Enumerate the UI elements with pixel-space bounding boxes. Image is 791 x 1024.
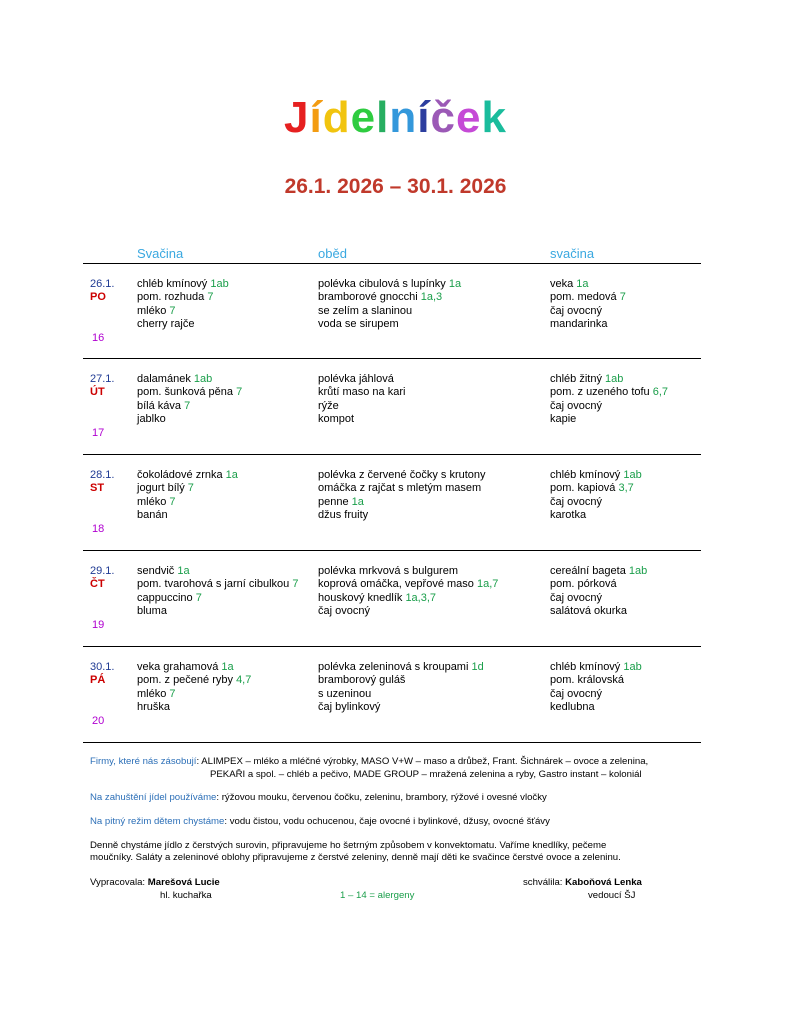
column-header-snack2: svačina (550, 246, 595, 261)
allergen-code: 7 (207, 291, 214, 304)
lunch-column (318, 565, 498, 619)
menu-item-text: chléb kmínový (137, 278, 211, 290)
menu-item-text: čaj ovocný (550, 591, 602, 604)
divider (83, 742, 701, 743)
menu-item (550, 496, 642, 509)
title-letter: J (284, 93, 310, 142)
menu-item-text: polévka mrkvová s bulgurem (318, 565, 459, 577)
menu-item (550, 305, 626, 318)
allergen-code: 4,7 (236, 674, 252, 687)
menu-item (550, 701, 642, 714)
menu-item-text: čaj ovocný (550, 687, 602, 700)
menu-item (137, 386, 242, 399)
menu-item (137, 291, 229, 304)
allergen-code: 1a,7 (476, 578, 499, 591)
approved-label: schválila: (523, 877, 566, 888)
snack-column (137, 373, 242, 427)
allergen-code: 1a,3,7 (405, 591, 437, 604)
day-date: 28.1. (90, 469, 115, 481)
menu-item-text: čokoládové zrnka (137, 469, 226, 481)
menu-item-text: bramborové gnocchi (318, 291, 421, 304)
menu-item (318, 305, 461, 318)
menu-item-text: bramborový guláš (318, 674, 406, 687)
menu-item (318, 496, 486, 509)
title-letter: í (309, 93, 323, 142)
allergen-code: 7 (169, 304, 176, 317)
snack-column (137, 661, 251, 715)
menu-item-text: pom. z pečené ryby (137, 674, 237, 687)
menu-item-text: karotka (550, 509, 587, 522)
allergen-code: 1ab (193, 373, 213, 385)
menu-item (550, 413, 668, 426)
title-letter: í (417, 93, 431, 142)
menu-item-text: pom. šunková pěna (137, 386, 237, 399)
lunch-column (318, 373, 405, 427)
menu-item-text: čaj ovocný (550, 495, 602, 508)
menu-item (137, 318, 229, 331)
menu-item-text: chléb kmínový (550, 469, 624, 481)
menu-item-text: jogurt bílý (137, 482, 188, 495)
menu-item (550, 592, 647, 605)
suppliers-line-2: PEKAŘI a spol. – chléb a pečivo, MADE GROUP – mražená zelenina a ryby, Gastro instant – koloniál (210, 769, 642, 780)
menu-item (550, 386, 668, 399)
thickening-label: Na zahuštění jídel používáme (90, 792, 217, 803)
day-count: 19 (92, 619, 105, 631)
menu-item-text: kapie (550, 413, 577, 426)
approved-by (523, 876, 642, 889)
menu-item-text: rýže (318, 399, 339, 412)
day-name: ST (90, 482, 105, 494)
menu-item-text: pom. z uzeného tofu (550, 386, 653, 399)
menu-item (318, 386, 405, 399)
lunch-column (318, 661, 484, 715)
note-line-2: moučníky. Saláty a zeleninové oblohy připravujeme z čerstvé zeleniny, denně mají děti ke svačince čerstvé ovoce a zeleninu. (90, 852, 621, 863)
menu-item (137, 305, 229, 318)
date-range: 26.1. 2026 – 30.1. 2026 (284, 175, 507, 198)
snack-column (550, 469, 642, 523)
menu-item (318, 291, 461, 304)
menu-item (550, 509, 642, 522)
menu-item-text: chléb žitný (550, 373, 606, 385)
menu-item (318, 469, 486, 482)
menu-item (550, 565, 647, 578)
menu-item (318, 605, 498, 618)
menu-item (550, 373, 668, 386)
menu-item-text: mléko (137, 304, 170, 317)
allergen-code: 7 (187, 482, 194, 495)
menu-item (137, 413, 242, 426)
day-date: 26.1. (90, 278, 115, 290)
menu-item-text: pom. královská (550, 674, 624, 687)
allergen-code: 1a (221, 661, 234, 673)
menu-item-text: sendvič (137, 565, 178, 577)
title-letter: e (455, 93, 482, 142)
day-count: 20 (92, 715, 105, 727)
menu-item (550, 578, 647, 591)
menu-item (137, 661, 251, 674)
snack-column (137, 278, 229, 332)
menu-item-text: pom. pórková (550, 578, 617, 591)
title-letter: e (350, 93, 377, 142)
menu-item (318, 482, 486, 495)
allergen-code: 1ab (605, 373, 624, 385)
menu-item-text: salátová okurka (550, 605, 628, 618)
prepared-label: Vypracovala: (90, 877, 148, 888)
drinks-text: : vodu čistou, vodu ochucenou, čaje ovocné i bylinkové, džusy, ovocné šťávy (224, 816, 550, 827)
allergen-code: 6,7 (652, 386, 669, 399)
menu-item (137, 469, 238, 482)
menu-item-text: pom. rozhuda (137, 291, 208, 304)
menu-item (318, 373, 405, 386)
menu-item-text: chléb kmínový (550, 661, 624, 673)
menu-item-text: mandarinka (550, 318, 608, 331)
menu-item (318, 661, 484, 674)
day-date: 29.1. (90, 565, 115, 577)
menu-item (137, 701, 251, 714)
menu-item-text: polévka z červené čočky s krutony (318, 469, 486, 481)
menu-item-text: s uzeninou (318, 687, 372, 700)
menu-item (550, 469, 642, 482)
menu-item-text: mléko (137, 495, 170, 508)
menu-item-text: bílá káva (137, 399, 185, 412)
menu-item-text: polévka zeleninová s kroupami (318, 661, 472, 673)
menu-item (550, 674, 642, 687)
menu-item-text: pom. kapiová (550, 482, 619, 495)
divider (83, 358, 701, 359)
menu-item-text: veka grahamová (137, 661, 222, 673)
day-date: 30.1. (90, 661, 115, 673)
allergen-code: 1ab (628, 565, 648, 577)
menu-item-text: cappuccino (137, 591, 196, 604)
menu-item (318, 701, 484, 714)
menu-item (137, 688, 251, 701)
title-letter: k (481, 93, 507, 142)
menu-item (137, 400, 242, 413)
allergen-code: 1a (225, 469, 238, 481)
day-name: PO (90, 291, 106, 303)
menu-item (318, 318, 461, 331)
menu-item-text: houskový knedlík (318, 591, 406, 604)
allergen-code: 7 (236, 386, 243, 399)
allergen-code: 7 (169, 495, 176, 508)
allergen-code: 7 (619, 291, 626, 304)
menu-item (550, 605, 647, 618)
menu-item (318, 688, 484, 701)
title-letter: n (389, 93, 418, 142)
menu-item (318, 278, 461, 291)
snack-column (550, 278, 626, 332)
menu-item-text: pom. tvarohová s jarní cibulkou (137, 578, 293, 591)
snack-column (550, 373, 668, 427)
menu-item (550, 278, 626, 291)
allergen-code: 1ab (623, 661, 642, 673)
menu-item-text: krůtí maso na kari (318, 386, 406, 399)
menu-item-text: kompot (318, 413, 355, 426)
lunch-column (318, 278, 461, 332)
menu-item-text: bluma (137, 605, 167, 618)
menu-item-text: banán (137, 509, 168, 522)
allergen-code: 1d (471, 661, 484, 673)
day-count: 18 (92, 523, 105, 535)
snack-column (550, 661, 642, 715)
menu-item (137, 482, 238, 495)
menu-item-text: penne (318, 495, 352, 508)
menu-item (318, 509, 486, 522)
approved-name: Kaboňová Lenka (565, 877, 642, 888)
column-header-lunch: oběd (318, 246, 347, 261)
snack-column (137, 469, 238, 523)
drinks-line (90, 815, 550, 828)
divider (83, 550, 701, 551)
suppliers-label: Firmy, které nás zásobují (90, 756, 197, 767)
menu-item (137, 674, 251, 687)
allergens-legend: 1 – 14 = alergeny (340, 890, 415, 901)
column-header-snack1: Svačina (137, 246, 184, 261)
allergen-code: 1a (448, 278, 462, 290)
menu-item-text: dalamánek (137, 373, 194, 385)
menu-item (550, 400, 668, 413)
menu-item (318, 400, 405, 413)
menu-item-text: se zelím a slaninou (318, 304, 413, 317)
allergen-code: 1ab (623, 469, 642, 481)
thickening-line (90, 791, 547, 804)
day-name: ÚT (90, 386, 105, 398)
menu-item (137, 496, 238, 509)
note-line-1: Denně chystáme jídlo z čerstvých surovin, připravujeme ho šetrným způsobem v konvektomatu. Vaříme knedlíky, pečeme (90, 840, 607, 851)
menu-item-text: polévka jáhlová (318, 373, 394, 385)
menu-item (318, 674, 484, 687)
page-title (0, 93, 791, 142)
drinks-label: Na pitný režim dětem chystáme (90, 816, 225, 827)
prepared-role: hl. kuchařka (160, 890, 212, 901)
menu-item-text: polévka cibulová s lupínky (318, 278, 449, 290)
menu-item (137, 592, 298, 605)
approved-role: vedoucí ŠJ (588, 890, 636, 901)
day-count: 17 (92, 427, 105, 439)
menu-item-text: cherry rajče (137, 318, 195, 331)
menu-item (137, 578, 298, 591)
menu-item (137, 565, 298, 578)
menu-item-text: koprová omáčka, vepřové maso (318, 578, 477, 591)
allergen-code: 1a,3 (420, 291, 443, 304)
menu-item-text: hruška (137, 701, 171, 714)
divider (83, 263, 701, 264)
lunch-column (318, 469, 486, 523)
allergen-code: 1a (177, 565, 190, 577)
menu-item (137, 278, 229, 291)
menu-item-text: mléko (137, 687, 170, 700)
title-letter: č (430, 93, 456, 142)
snack-column (137, 565, 298, 619)
day-count: 16 (92, 332, 105, 344)
menu-item (550, 688, 642, 701)
menu-item (137, 509, 238, 522)
menu-item-text: jablko (137, 413, 166, 426)
day-name: PÁ (90, 674, 106, 686)
menu-item-text: čaj ovocný (550, 304, 602, 317)
allergen-code: 1a (351, 495, 364, 508)
menu-item (550, 661, 642, 674)
title-letter: d (322, 93, 351, 142)
menu-item-text: kedlubna (550, 701, 595, 714)
divider (83, 454, 701, 455)
menu-item-text: veka (550, 278, 577, 290)
day-name: ČT (90, 578, 105, 590)
menu-item-text: čaj ovocný (550, 399, 602, 412)
allergen-code: 7 (169, 687, 176, 700)
menu-item (318, 413, 405, 426)
menu-item (318, 578, 498, 591)
thickening-text: : rýžovou mouku, červenou čočku, zeleninu, brambory, rýžové i ovesné vločky (216, 792, 547, 803)
day-date: 27.1. (90, 373, 115, 385)
menu-item (550, 291, 626, 304)
allergen-code: 7 (292, 578, 299, 591)
menu-item-text: čaj bylinkový (318, 701, 381, 714)
menu-item (318, 565, 498, 578)
menu-item-text: omáčka z rajčat s mletým masem (318, 482, 482, 495)
menu-item (550, 482, 642, 495)
menu-item-text: pom. medová (550, 291, 620, 304)
suppliers-text: : ALIMPEX – mléko a mléčné výrobky, MASO V+W – maso a drůbež, Frant. Šichnárek – ovoce a zelenina, (196, 756, 649, 767)
menu-item-text: cereální bageta (550, 565, 629, 577)
menu-item (318, 592, 498, 605)
menu-item-text: čaj ovocný (318, 605, 370, 618)
menu-item-text: džus fruity (318, 509, 369, 522)
allergen-code: 7 (184, 399, 191, 412)
menu-item (137, 373, 242, 386)
allergen-code: 1a (576, 278, 589, 290)
menu-item-text: voda se sirupem (318, 318, 399, 331)
divider (83, 646, 701, 647)
allergen-code: 3,7 (618, 482, 634, 495)
allergen-code: 1ab (210, 278, 229, 290)
menu-item (550, 318, 626, 331)
snack-column (550, 565, 647, 619)
suppliers-line (90, 755, 648, 768)
allergen-code: 7 (195, 591, 202, 604)
prepared-name: Marešová Lucie (147, 877, 220, 888)
prepared-by (90, 876, 220, 889)
menu-item (137, 605, 298, 618)
title-letter: l (376, 93, 390, 142)
